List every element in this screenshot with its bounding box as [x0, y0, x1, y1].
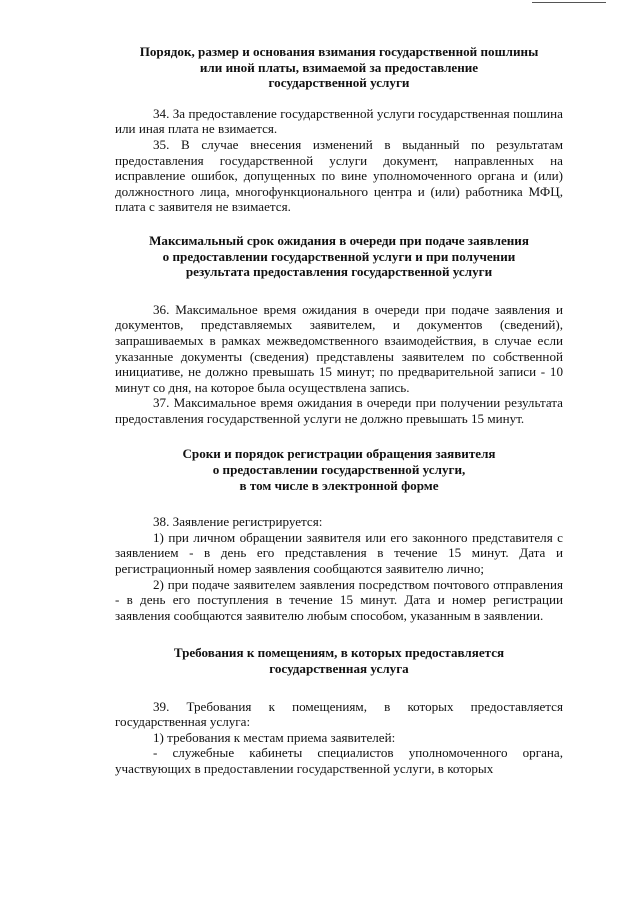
heading-line: о предоставлении государственной услуги,: [212, 462, 466, 478]
scan-edge-line: [532, 2, 606, 3]
paragraph-36: 36. Максимальное время ожидания в очереди при подаче заявления и документов, представляемых заявителем, и документов (сведений), запрашиваемых в рамках межведомственного взаимодействия, в случае если указанные документы (сведения) представлены заявителем по собственной инициативе, не должно превышать 15 минут; по предварительной записи - 10 минут со дня, на которое была осуществлена запись.: [115, 301, 563, 395]
section-queue-time: [115, 233, 563, 427]
section-fee: [115, 44, 563, 215]
paragraph-39-item-1-dash: - служебные кабинеты специалистов уполномоченного органа, участвующих в предоставлении государственной услуги, в которых: [115, 745, 563, 776]
heading-line: Порядок, размер и основания взимания государственной пошлины: [139, 44, 539, 59]
heading-line: государственной услуги: [268, 75, 410, 91]
heading-line: или иной платы, взимаемой за предоставление: [199, 59, 479, 75]
heading-line: Максимальный срок ожидания в очереди при подаче заявления: [149, 232, 529, 248]
section-heading: [115, 233, 563, 280]
heading-line: в том числе в электронной форме: [239, 477, 439, 493]
paragraph-39: 39. Требования к помещениям, в которых предоставляется государственная услуга:: [115, 698, 563, 730]
paragraph-34: 34. За предоставление государственной услуги государственная пошлина или иная плата не взимается.: [115, 105, 563, 137]
heading-line: государственная услуга: [269, 661, 409, 676]
paragraph-38: 38. Заявление регистрируется:: [153, 514, 323, 530]
section-registration: [115, 446, 563, 623]
paragraph-38-item-2: 2) при подаче заявителем заявления посредством почтового отправления - в день его поступления в течение 15 минут. Дата и номер регистрации заявления сообщаются заявителю любым способом, указанным в заявлении.: [115, 576, 563, 623]
paragraph-35: 35. В случае внесения изменений в выданный по результатам предоставления государственной услуги документ, направленных на исправление ошибок, допущенных по вине уполномоченного органа и (или) должностного лица, многофункционального центра и (или) работника МФЦ, плата с заявителя не взимается.: [115, 136, 563, 215]
paragraph-37: 37. Максимальное время ожидания в очереди при получении результата предоставления государственной услуги не должно превышать 15 минут.: [115, 395, 563, 426]
heading-line: результата предоставления государственной услуги: [185, 264, 493, 280]
section-premises: [115, 645, 563, 776]
paragraph-39-item-1: 1) требования к местам приема заявителей:: [153, 729, 396, 745]
section-heading: [115, 44, 563, 91]
heading-line: о предоставлении государственной услуги и при получении: [162, 248, 516, 264]
paragraph-38-item-1: 1) при личном обращении заявителя или его законного представителя с заявлением - в день его представления в течение 15 минут. Дата и регистрационный номер заявления сообщаются заявителю лично;: [115, 529, 563, 577]
heading-line: Требования к помещениям, в которых предоставляется: [173, 645, 505, 661]
document-body: [115, 44, 563, 777]
heading-line: Сроки и порядок регистрации обращения заявителя: [182, 446, 496, 462]
section-heading: [115, 645, 563, 676]
section-heading: [115, 446, 563, 493]
